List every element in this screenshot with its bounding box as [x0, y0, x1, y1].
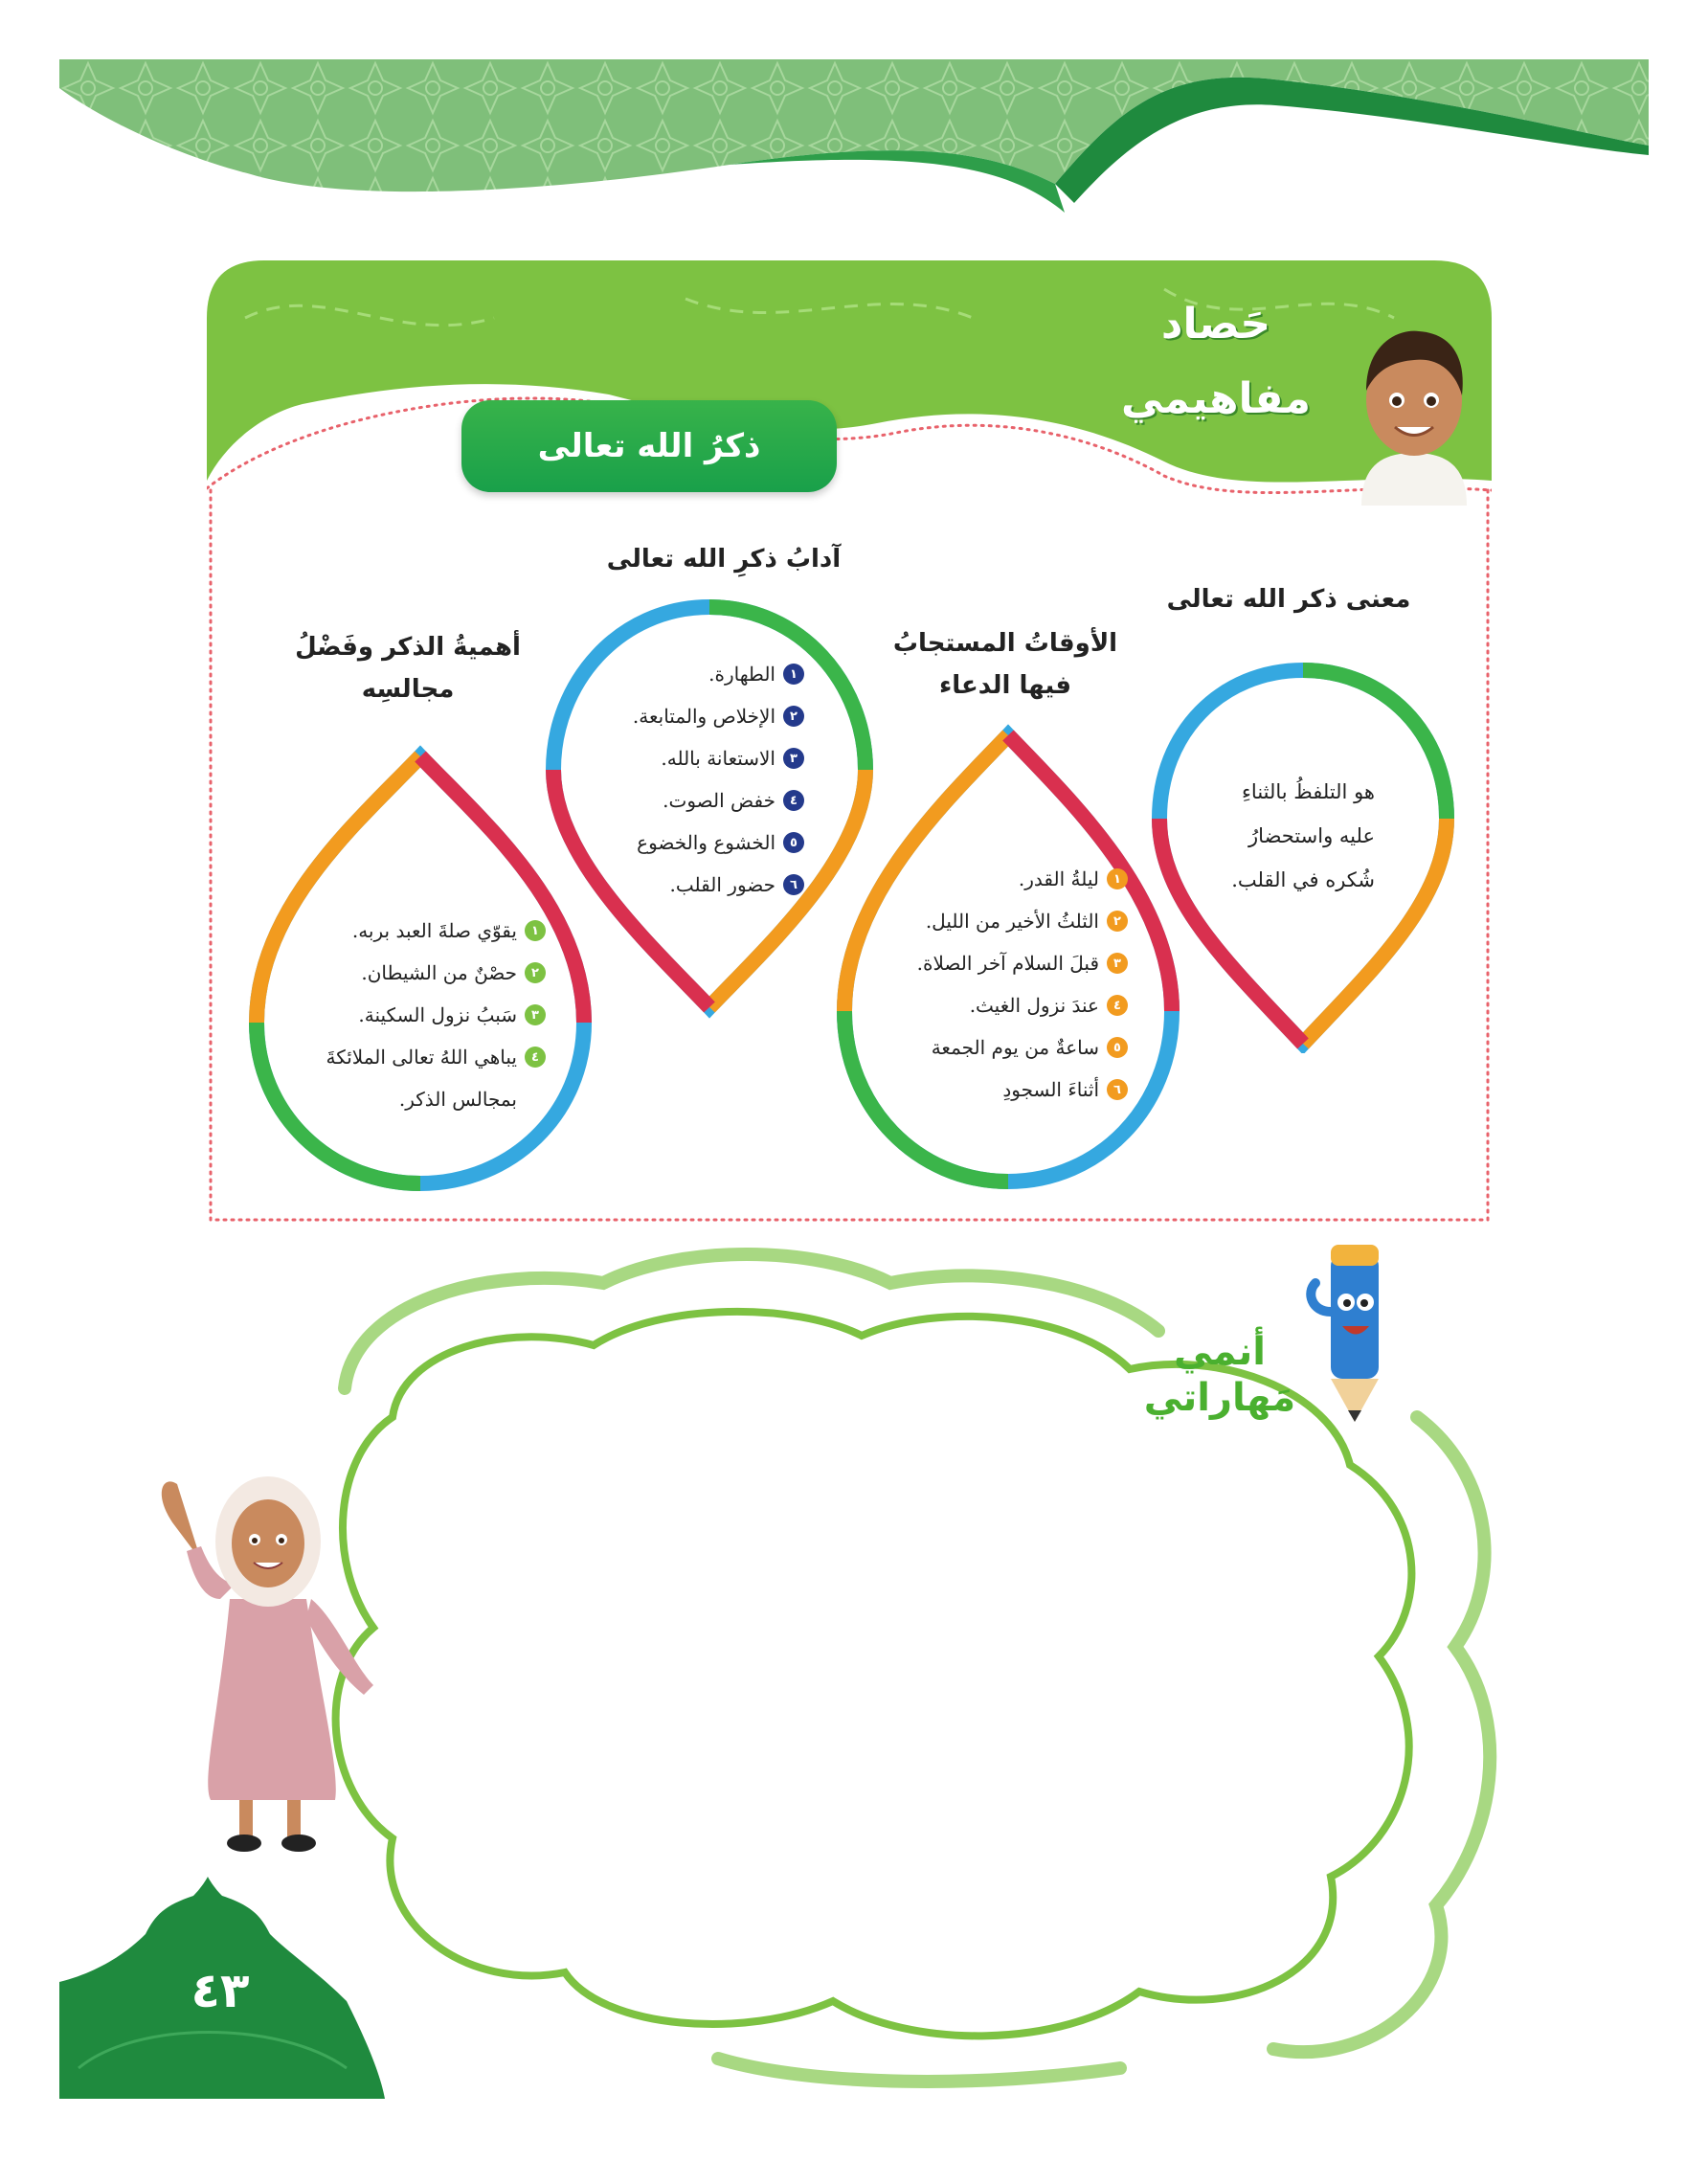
number-badge: ٢ — [1107, 911, 1128, 932]
list-item — [584, 822, 804, 864]
number-badge: ٤ — [783, 790, 804, 811]
list-item — [869, 858, 1128, 900]
meaning-text — [1183, 770, 1375, 902]
topic-title: ذكرُ الله تعالى — [537, 427, 761, 465]
list-item — [584, 779, 804, 822]
skills-title-line2: مَهاراتي — [1143, 1376, 1296, 1420]
number-badge: ١ — [1107, 868, 1128, 889]
list-item-text: سَببُ نزول السكينة. — [358, 1003, 517, 1026]
list-item — [584, 653, 804, 695]
section-title-line2: مفاهيمي — [1121, 374, 1311, 423]
list-item — [287, 994, 546, 1036]
number-badge: ٢ — [525, 962, 546, 983]
pencil-mascot — [1302, 1235, 1407, 1427]
list-item-text: يباهي اللهُ تعالى الملائكةَ — [326, 1046, 517, 1069]
number-badge: ٦ — [1107, 1079, 1128, 1100]
skills-title — [1134, 1329, 1306, 1421]
topic-title-pill — [461, 400, 837, 492]
section-title-line1: حَصاد — [1160, 300, 1271, 349]
list-item — [584, 695, 804, 737]
etiquette-heading — [590, 538, 858, 580]
list-item — [287, 1036, 546, 1078]
etiquette-list — [584, 653, 804, 906]
page-number: ٤٣ — [191, 1963, 250, 2018]
girl-character — [144, 1455, 393, 1867]
list-item — [584, 737, 804, 779]
list-item-text: عندَ نزول الغيث. — [969, 994, 1099, 1017]
number-badge: ٦ — [783, 874, 804, 895]
number-badge: ٥ — [783, 832, 804, 853]
times-heading-line2: فيها الدعاء — [938, 671, 1072, 700]
list-item-text: قبلَ السلام آخر الصلاة. — [916, 952, 1099, 975]
number-badge: ٣ — [525, 1004, 546, 1025]
number-badge: ١ — [783, 664, 804, 685]
list-item — [287, 910, 546, 952]
top-pattern-banner — [59, 59, 1649, 251]
list-item-text: ليلةُ القدر. — [1018, 867, 1099, 890]
list-item — [869, 942, 1128, 984]
times-heading — [881, 622, 1130, 707]
meaning-heading — [1164, 578, 1413, 620]
meaning-line: شُكره في القلب. — [1231, 868, 1375, 891]
boy-avatar — [1342, 314, 1486, 506]
skills-title-line1: أنمي — [1173, 1330, 1266, 1374]
meaning-line: عليه واستحضارُ — [1248, 824, 1375, 847]
section-title — [1101, 287, 1331, 437]
list-item — [869, 900, 1128, 942]
list-item-text: أثناءَ السجودِ — [1002, 1078, 1099, 1101]
list-item — [287, 1078, 546, 1120]
number-badge: ١ — [525, 920, 546, 941]
times-heading-line1: الأوقاتُ المستجابُ — [892, 629, 1118, 658]
number-badge: ٤ — [1107, 995, 1128, 1016]
meaning-heading-line1: معنى ذكر الله تعالى — [1166, 585, 1411, 614]
list-item-text: الاستعانة بالله. — [661, 747, 775, 770]
list-item-text: يقوّي صلةَ العبد بربه. — [351, 919, 517, 942]
list-item — [869, 1026, 1128, 1069]
list-item-text: الخشوع والخضوع — [637, 831, 775, 854]
list-item-text: حضور القلب. — [669, 873, 775, 896]
number-badge: ٢ — [783, 706, 804, 727]
times-list — [869, 858, 1128, 1111]
list-item-text: ساعةٌ من يوم الجمعة — [931, 1036, 1099, 1059]
importance-heading-line2: مجالسِه — [361, 675, 455, 704]
number-badge: ٣ — [1107, 953, 1128, 974]
importance-heading-line1: أهميةُ الذكر وفَضْلُ — [295, 633, 521, 662]
importance-list — [287, 910, 546, 1120]
meaning-line: هو التلفظُ بالثناءِ — [1242, 780, 1375, 803]
number-badge: ٥ — [1107, 1037, 1128, 1058]
list-item-text: الثلثُ الأخير من الليل. — [925, 910, 1099, 933]
list-item — [584, 864, 804, 906]
importance-heading — [283, 626, 532, 710]
list-item — [869, 984, 1128, 1026]
number-badge: ٣ — [783, 748, 804, 769]
list-item — [287, 952, 546, 994]
list-item-text: بمجالس الذكر. — [398, 1088, 517, 1111]
list-item-text: خفض الصوت. — [663, 789, 775, 812]
list-item-text: حصْنٌ من الشيطان. — [361, 961, 517, 984]
list-item-text: الإخلاص والمتابعة. — [632, 705, 775, 728]
list-item — [869, 1069, 1128, 1111]
list-item-text: الطهارة. — [708, 663, 775, 686]
etiquette-heading-line1: آدابُ ذكرِ الله تعالى — [606, 545, 842, 574]
number-badge: ٤ — [525, 1047, 546, 1068]
